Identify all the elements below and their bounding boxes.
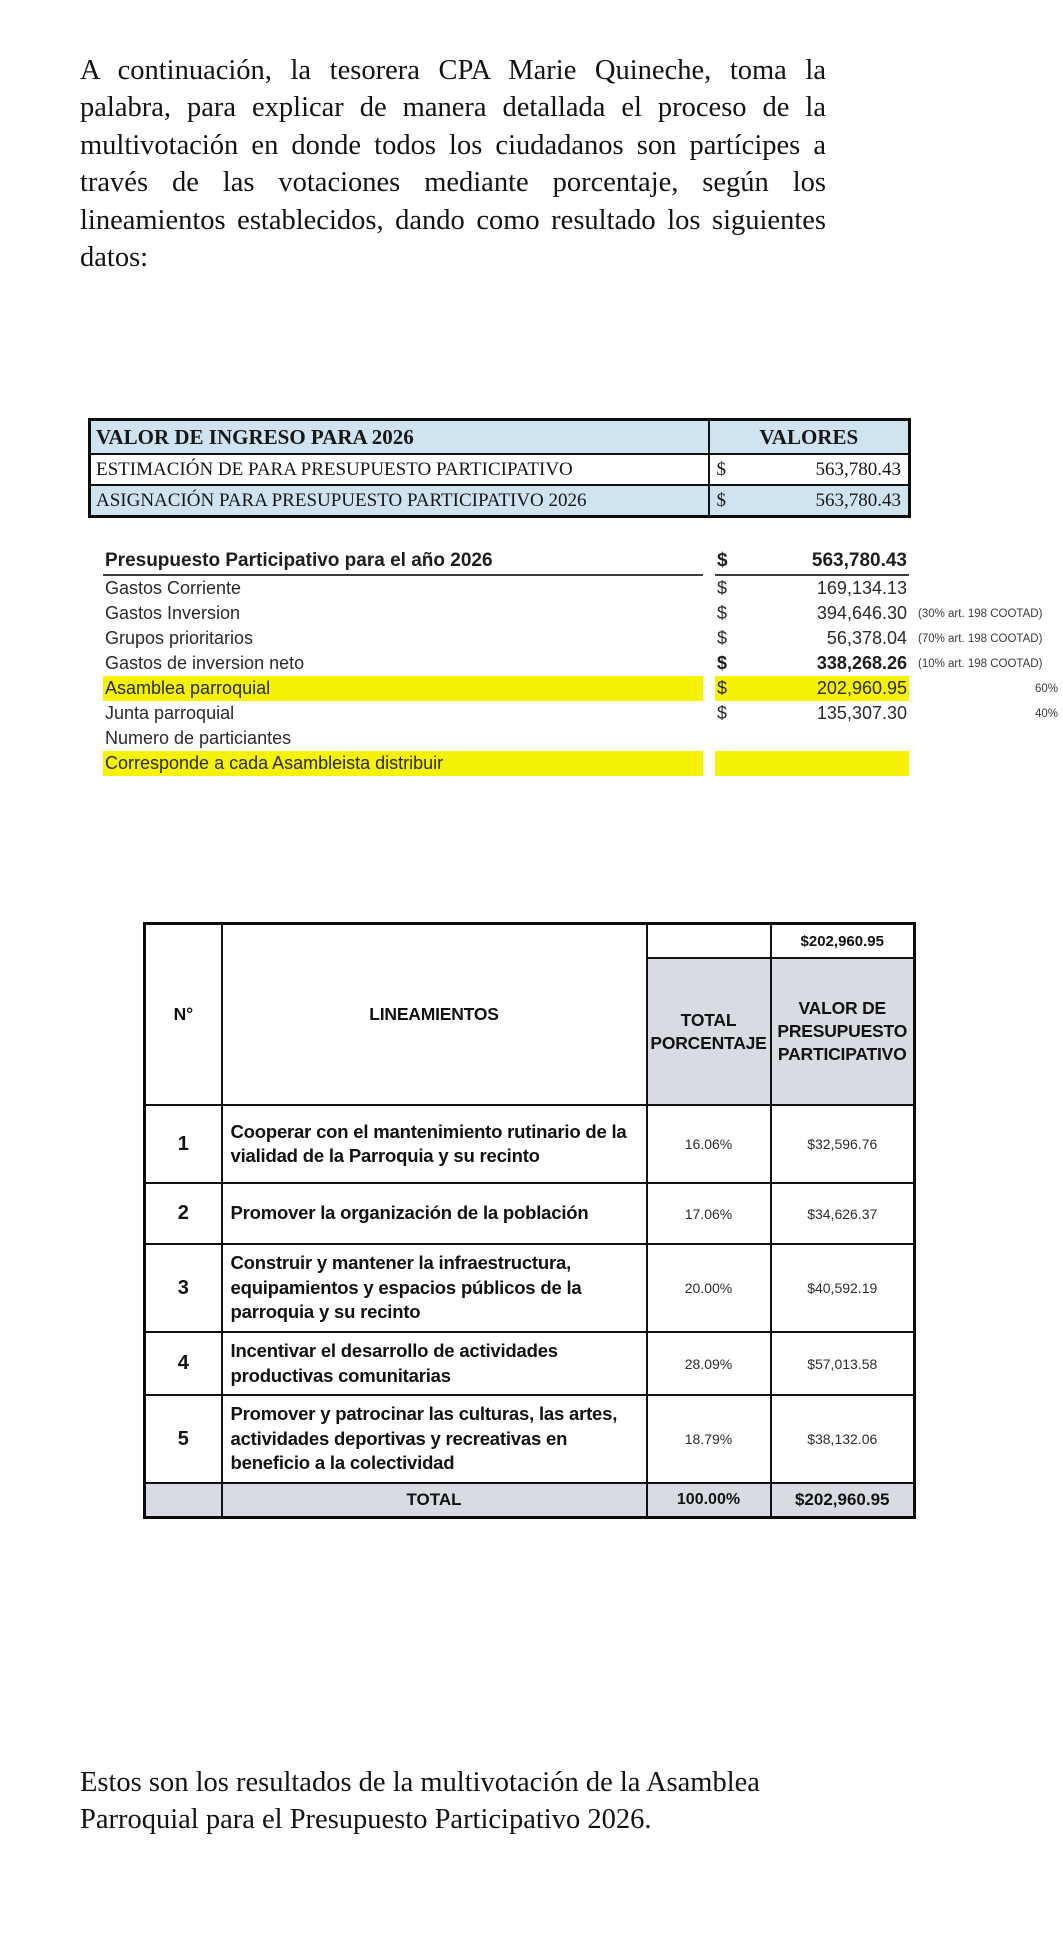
- currency-symbol: $: [717, 653, 728, 673]
- row-percentage: 18.79%: [647, 1395, 771, 1483]
- row-number: 1: [145, 1105, 222, 1183]
- row-value: $34,626.37: [771, 1183, 915, 1244]
- table-row: [90, 454, 910, 485]
- closing-paragraph: Estos son los resultados de la multivotación de la Asamblea Parroquial para el Presupuesto Participativo 2026.: [80, 1767, 760, 1836]
- amount: 338,268.26: [816, 653, 907, 673]
- currency-symbol: $: [717, 703, 728, 723]
- empty-cell: [145, 1483, 222, 1518]
- row-value: $40,592.19: [771, 1244, 915, 1332]
- amount: 563,780.43: [811, 550, 907, 571]
- budget-label: Corresponde a cada Asambleista distribuir: [103, 751, 703, 776]
- budget-breakdown: [103, 548, 1058, 776]
- budget-label: Grupos prioritarios: [105, 628, 254, 648]
- table-row: [145, 1395, 915, 1483]
- amount: 563,780.43: [815, 458, 901, 480]
- share-percentage: 40%: [1034, 707, 1058, 720]
- table-row: [145, 1332, 915, 1395]
- header-num: N°: [145, 924, 222, 1106]
- total-percentage: 100.00%: [647, 1483, 771, 1518]
- budget-label: Presupuesto Participativo para el año 2026: [103, 548, 703, 576]
- budget-label: Asamblea parroquial: [103, 676, 703, 701]
- row-percentage: 20.00%: [647, 1244, 771, 1332]
- row-value: $38,132.06: [771, 1395, 915, 1483]
- currency-symbol: $: [716, 489, 726, 511]
- cootad-note: (70% art. 198 COOTAD): [918, 632, 1043, 645]
- row-percentage: 28.09%: [647, 1332, 771, 1395]
- currency-symbol: $: [717, 578, 728, 598]
- lineamiento-text: Incentivar el desarrollo de actividades productivas comunitarias: [222, 1332, 647, 1395]
- cootad-note: (30% art. 198 COOTAD): [918, 607, 1043, 620]
- amount: 563,780.43: [815, 489, 901, 511]
- budget-row-highlighted: [103, 676, 1058, 701]
- budget-title-row: [103, 548, 1058, 576]
- amount: 56,378.04: [826, 628, 907, 648]
- lineamientos-table: [143, 922, 916, 1519]
- lineamiento-text: Promover la organización de la población: [222, 1183, 647, 1244]
- lineamiento-text: Cooperar con el mantenimiento rutinario de la vialidad de la Parroquia y su recinto: [222, 1105, 647, 1183]
- budget-row: [103, 726, 1058, 751]
- intro-paragraph: A continuación, la tesorera CPA Marie Quineche, toma la palabra, para explicar de manera detallada el proceso de la multivotación en donde todos los ciudadanos son partícipes a través de las votaciones mediante porcentaje, según los lineamientos establecidos, dando como resultado los siguientes datos:: [80, 55, 826, 274]
- currency-symbol: $: [716, 458, 726, 480]
- lineamiento-text: Promover y patrocinar las culturas, las artes, actividades deportivas y recreativas en beneficio a la colectividad: [222, 1395, 647, 1483]
- table-row: [145, 1244, 915, 1332]
- header-valor: VALOR DE PRESUPUESTO PARTICIPATIVO: [771, 958, 915, 1105]
- budget-row: [103, 651, 1058, 676]
- amount: 394,646.30: [816, 603, 907, 623]
- budget-row-highlighted: [103, 751, 1058, 776]
- budget-label: Junta parroquial: [105, 703, 235, 723]
- income-row-label: ESTIMACIÓN DE PARA PRESUPUESTO PARTICIPATIVO: [90, 454, 709, 485]
- cootad-note: (10% art. 198 COOTAD): [918, 657, 1043, 670]
- table-row: [90, 485, 910, 517]
- row-number: 5: [145, 1395, 222, 1483]
- budget-row: [103, 626, 1058, 651]
- total-value: $202,960.95: [771, 1483, 915, 1518]
- assembly-budget-value: $202,960.95: [771, 924, 915, 959]
- budget-label: Gastos Inversion: [105, 603, 241, 623]
- amount: 135,307.30: [816, 703, 907, 723]
- table-total-row: [145, 1483, 915, 1518]
- table-row: [145, 1105, 915, 1183]
- budget-row: [103, 701, 1058, 726]
- income-row-value: [709, 454, 910, 485]
- amount: 202,960.95: [816, 678, 907, 698]
- income-header-values: VALORES: [709, 420, 910, 455]
- income-header-row: [90, 420, 910, 455]
- row-value: $32,596.76: [771, 1105, 915, 1183]
- share-percentage: 60%: [1034, 682, 1058, 695]
- row-value: $57,013.58: [771, 1332, 915, 1395]
- header-lineamientos: LINEAMIENTOS: [222, 924, 647, 1106]
- table-row: [145, 924, 915, 959]
- income-header-label: VALOR DE INGRESO PARA 2026: [90, 420, 709, 455]
- budget-label: Numero de particiantes: [105, 728, 292, 748]
- row-number: 4: [145, 1332, 222, 1395]
- budget-row: [103, 576, 1058, 601]
- budget-label: Gastos de inversion neto: [105, 653, 305, 673]
- currency-symbol: $: [717, 550, 728, 571]
- income-row-label: ASIGNACIÓN PARA PRESUPUESTO PARTICIPATIVO 2026: [90, 485, 709, 517]
- currency-symbol: $: [717, 628, 728, 648]
- header-porcentaje: TOTAL PORCENTAJE: [647, 958, 771, 1105]
- income-table: [88, 418, 911, 518]
- currency-symbol: $: [717, 603, 728, 623]
- lineamiento-text: Construir y mantener la infraestructura, equipamientos y espacios públicos de la parroquia y su recinto: [222, 1244, 647, 1332]
- row-percentage: 17.06%: [647, 1183, 771, 1244]
- row-percentage: 16.06%: [647, 1105, 771, 1183]
- table-row: [145, 1183, 915, 1244]
- empty-cell: [647, 924, 771, 959]
- row-number: 2: [145, 1183, 222, 1244]
- budget-label: Gastos Corriente: [105, 578, 242, 598]
- budget-row: [103, 601, 1058, 626]
- income-row-value: [709, 485, 910, 517]
- amount: 169,134.13: [816, 578, 907, 598]
- total-label: TOTAL: [222, 1483, 647, 1518]
- row-number: 3: [145, 1244, 222, 1332]
- currency-symbol: $: [717, 678, 728, 698]
